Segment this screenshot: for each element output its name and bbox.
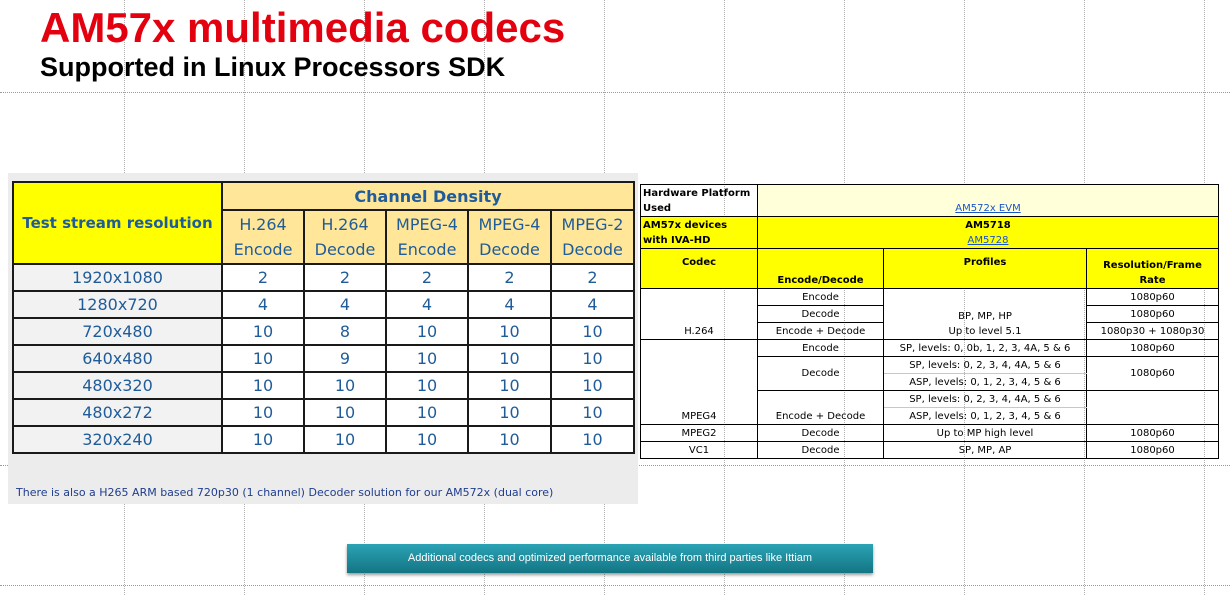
table-row: Encode + Decode 1080p30 + 1080p30 — [641, 323, 1219, 340]
table-row: VC1 Decode SP, MP, AP 1080p60 — [641, 442, 1219, 459]
codec-support-table — [640, 184, 1219, 459]
codec-column-header: MPEG-4 Decode — [468, 210, 551, 264]
codec-column-header: H.264 Decode — [304, 210, 386, 264]
table-row: ASP, levels: 0, 1, 2, 3, 4, 5 & 6 — [641, 408, 1219, 425]
table-row: 640x480 10 9 10 10 10 — [13, 345, 634, 372]
guide-line — [0, 92, 1230, 93]
resolution-header: Test stream resolution — [13, 182, 222, 264]
codec-header-row — [641, 249, 1219, 289]
table-row: Decode SP, levels: 0, 2, 3, 4, 4A, 5 & 6 1080p60 — [641, 357, 1219, 374]
h265-footnote: There is also a H265 ARM based 720p30 (1 channel) Decoder solution for our AM572x (dual core) — [16, 486, 554, 499]
hardware-platform-value — [758, 185, 1219, 217]
hardware-platform-label: Hardware Platform Used — [641, 185, 758, 217]
devices-label: AM57x devices with IVA-HD — [641, 217, 758, 249]
table-row: ASP, levels: 0, 1, 2, 3, 4, 5 & 6 — [641, 374, 1219, 391]
page-subtitle: Supported in Linux Processors SDK — [40, 52, 506, 82]
table-row: 1280x720 4 4 4 4 4 — [13, 291, 634, 318]
codec-column-header: MPEG-4 Encode — [386, 210, 468, 264]
table-row: MPEG2 Decode Up to MP high level 1080p60 — [641, 425, 1219, 442]
codec-name: H.264 — [641, 289, 758, 340]
page-title: AM57x multimedia codecs — [40, 4, 566, 51]
profiles-header: Profiles — [884, 249, 1087, 289]
hardware-platform-row — [641, 185, 1219, 217]
am5718-label: AM5718 — [965, 219, 1011, 231]
devices-row — [641, 217, 1219, 249]
codec-name: MPEG2 — [641, 425, 758, 442]
codec-column-header: H.264 Encode — [222, 210, 304, 264]
channel-density-table — [12, 181, 635, 454]
table-row: 1920x1080 2 2 2 2 2 — [13, 264, 634, 291]
table-row: 480x272 10 10 10 10 10 — [13, 399, 634, 426]
h264-profiles: BP, MP, HP Up to level 5.1 — [884, 289, 1087, 340]
table-row: 720x480 10 8 10 10 10 — [13, 318, 634, 345]
table-row: MPEG4 Encode SP, levels: 0, 0b, 1, 2, 3, 4A, 5 & 6 1080p60 — [641, 340, 1219, 357]
table-row: Encode + Decode SP, levels: 0, 2, 3, 4, 4A, 5 & 6 — [641, 391, 1219, 408]
codec-header: Codec — [641, 249, 758, 289]
third-party-banner: Additional codecs and optimized performance available from third parties like Ittiam — [347, 544, 873, 573]
am572x-evm-link[interactable]: AM572x EVM — [955, 203, 1021, 214]
resolution-header: Resolution/Frame Rate — [1087, 249, 1219, 289]
guide-line — [0, 585, 1230, 586]
table-row: 480x320 10 10 10 10 10 — [13, 372, 634, 399]
codec-column-header: MPEG-2 Decode — [551, 210, 634, 264]
codec-name: MPEG4 — [641, 340, 758, 425]
devices-value — [758, 217, 1219, 249]
codec-name: VC1 — [641, 442, 758, 459]
table-row: 320x240 10 10 10 10 10 — [13, 426, 634, 453]
table-row: H.264 Encode BP, MP, HP Up to level 5.1 1080p60 — [641, 289, 1219, 306]
table-row: Decode 1080p60 — [641, 306, 1219, 323]
encode-decode-header: Encode/Decode — [758, 249, 884, 289]
channel-density-header: Channel Density — [222, 182, 634, 210]
channel-density-panel — [8, 173, 638, 504]
am5728-link[interactable]: AM5728 — [967, 234, 1009, 246]
